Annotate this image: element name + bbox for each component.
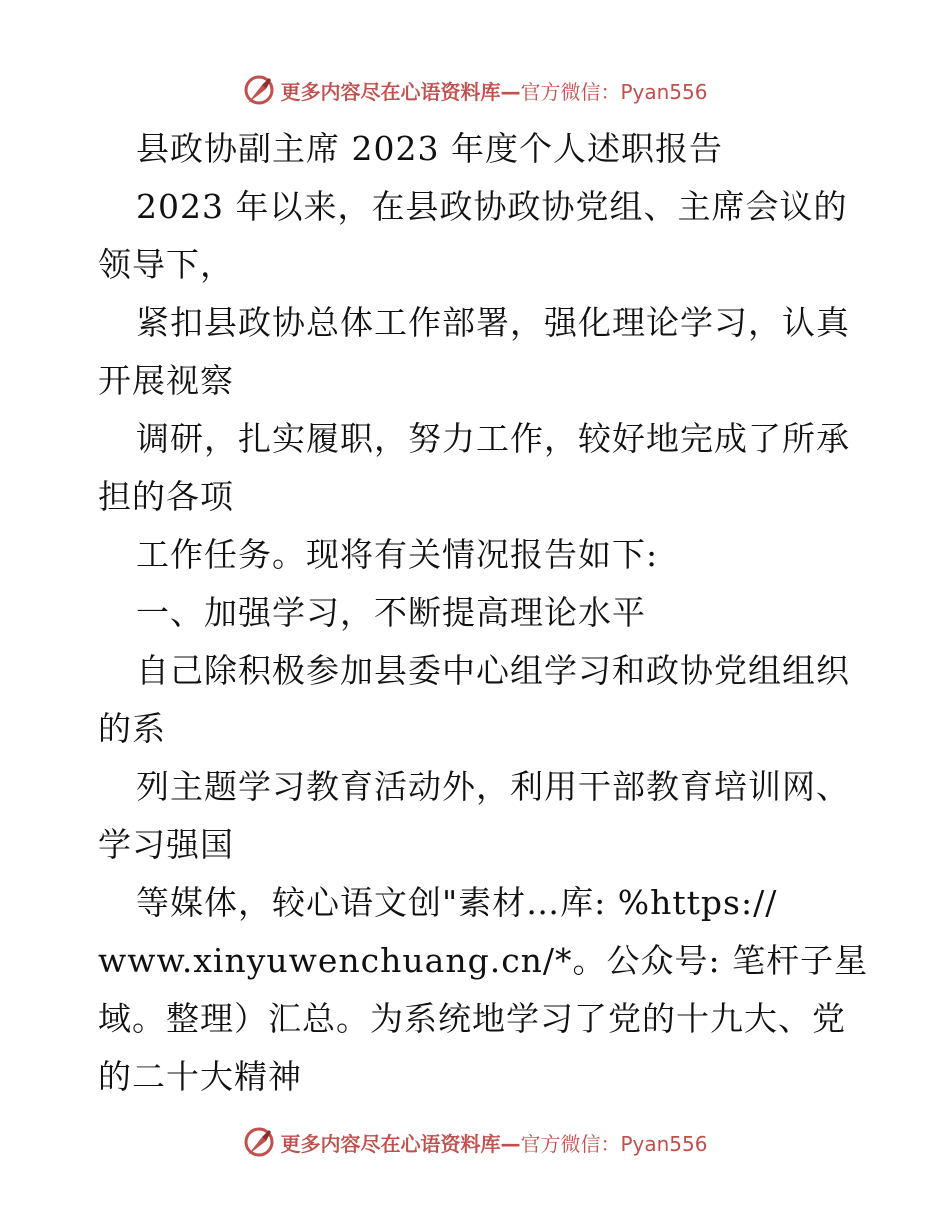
- banner-text: 更多内容尽在心语资料库—官方微信：Pyan556: [280, 1131, 708, 1156]
- text-line: 的系: [98, 709, 166, 748]
- text-line: 学习强国: [98, 825, 234, 864]
- document-title: 县政协副主席 2023 年度个人述职报告: [136, 129, 723, 168]
- text-line: 列主题学习教育活动外，利用干部教育培训网、: [136, 767, 850, 806]
- header-watermark-banner: [0, 70, 950, 110]
- text-line: 开展视察: [98, 361, 234, 400]
- text-line: 域。整理）汇总。为系统地学习了党的十九大、党: [98, 999, 846, 1038]
- text-line: 担的各项: [98, 477, 234, 516]
- text-line: 调研，扎实履职，努力工作，较好地完成了所承: [136, 419, 850, 458]
- text-line: 自己除积极参加县委中心组学习和政协党组组织: [136, 651, 850, 690]
- text-line: 的二十大精神: [98, 1057, 302, 1096]
- pen-logo-icon: [242, 73, 276, 107]
- text-line: 领导下，: [98, 245, 234, 284]
- text-line: 工作任务。现将有关情况报告如下:: [136, 535, 659, 574]
- banner-contact: 官方微信：Pyan556: [520, 1131, 708, 1156]
- document-body: [98, 120, 868, 1106]
- text-line: 等媒体，较心语文创"素材…库: %https://: [136, 883, 778, 922]
- banner-contact: 官方微信：Pyan556: [520, 79, 708, 104]
- text-line: 一、加强学习，不断提高理论水平: [136, 593, 646, 632]
- pen-logo-icon: [242, 1125, 276, 1159]
- text-line: 2023 年以来，在县政协政协党组、主席会议的: [136, 187, 848, 226]
- text-line: www.xinyuwenchuang.cn/*。公众号: 笔杆子星: [98, 941, 869, 980]
- text-line: 紧扣县政协总体工作部署，强化理论学习，认真: [136, 303, 850, 342]
- footer-watermark-banner: [0, 1122, 950, 1162]
- banner-text: 更多内容尽在心语资料库—官方微信：Pyan556: [280, 79, 708, 104]
